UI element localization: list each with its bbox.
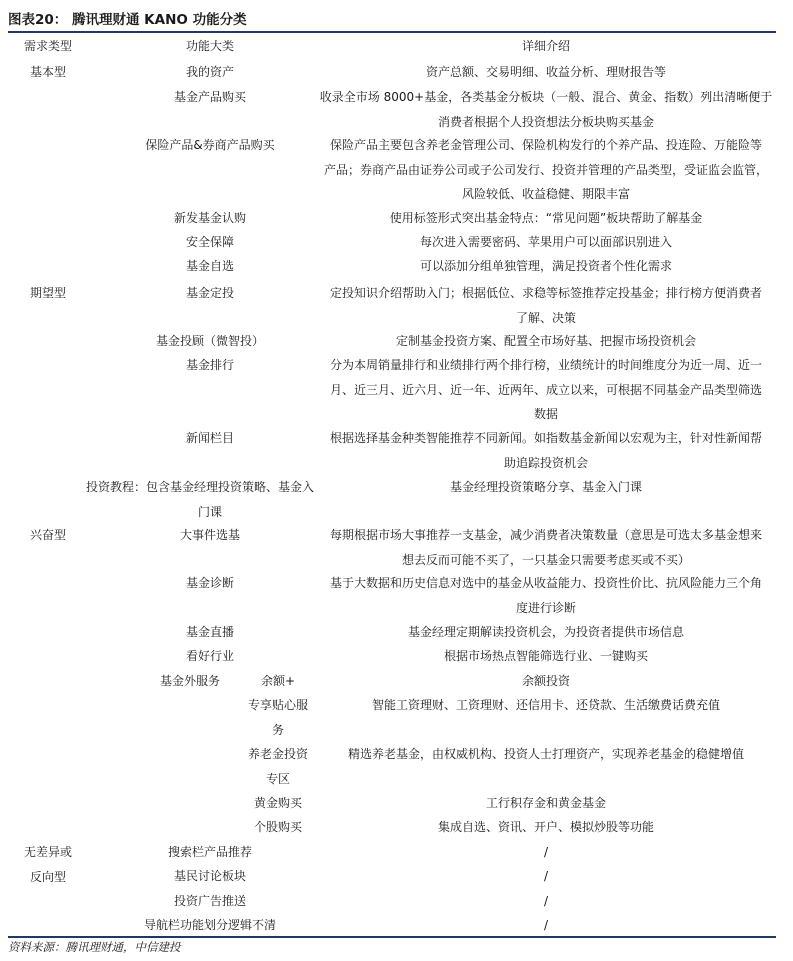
figure-title: 图表20： 腾讯理财通 KANO 功能分类 — [8, 12, 247, 28]
row-func: 保险产品&券商产品购买 — [145, 138, 275, 152]
row-desc: 收录全市场 8000+基金，各类基金分板块（一般、混合、黄金、指数）列出清晰便于 — [319, 90, 773, 104]
row-func: 新闻栏目 — [185, 431, 234, 445]
row-desc: 分为本周销量排行和业绩排行两个排行榜，业绩统计的时间维度分为近一周、近一 — [329, 358, 762, 372]
row-type: 反向型 — [29, 869, 66, 884]
row-desc: 智能工资理财、工资理财、还信用卡、还贷款、生活缴费话费充值 — [371, 698, 720, 712]
row-desc: 定投知识介绍帮助入门；根据低位、求稳等标签推荐定投基金；排行榜方便消费者 — [329, 286, 762, 300]
row-type: 基本型 — [29, 65, 66, 79]
header-desc: 详细介绍 — [521, 39, 570, 53]
row-desc: 基金经理定期解读投资机会，为投资者提供市场信息 — [407, 625, 684, 639]
row-func: 安全保障 — [185, 235, 234, 249]
row-desc: / — [543, 845, 549, 859]
row-func: 大事件选基 — [179, 528, 240, 542]
row-subfunc: 专享贴心服 — [247, 698, 308, 712]
row-func: 基金自选 — [185, 259, 234, 273]
row-subfunc: 余额+ — [260, 674, 296, 688]
row-desc: 产品；券商产品由证券公司或子公司发行、投资并管理的产品类型，受证监会监管， — [323, 162, 768, 177]
source-note: 资料来源：腾讯理财通，中信建投 — [8, 940, 181, 954]
row-desc: 根据市场热点智能筛选行业、一键购买 — [443, 649, 648, 663]
row-desc: 精选养老基金，由权威机构、投资人士打理资产，实现养老基金的稳健增值 — [347, 747, 744, 761]
row-desc: / — [543, 918, 549, 932]
row-func: 看好行业 — [185, 649, 234, 663]
header-type: 需求类型 — [23, 39, 72, 53]
row-desc: 保险产品主要包含养老金管理公司、保险机构发行的个养产品、投连险、万能险等 — [329, 138, 762, 152]
row-subfunc: 黄金购买 — [253, 796, 302, 810]
row-desc: 了解、决策 — [515, 310, 576, 325]
row-func: 基金产品购买 — [173, 90, 246, 104]
row-func: 基金投顾（微智投） — [155, 334, 264, 348]
row-desc: 想去反而可能不买了，一只基金只需要考虑买或不买） — [401, 552, 690, 567]
row-desc: 每期根据市场大事推荐一支基金，减少消费者决策数量（意思是可选太多基金想来 — [329, 528, 762, 542]
row-desc: / — [543, 869, 549, 883]
top-rule — [8, 31, 776, 33]
row-desc: 度进行诊断 — [515, 600, 576, 615]
row-desc: 数据 — [533, 407, 558, 421]
row-func: 基金排行 — [185, 358, 234, 372]
row-desc: 消费者根据个人投资想法分板块购买基金 — [437, 114, 654, 129]
row-desc: 风险较低、收益稳健、期限丰富 — [461, 187, 630, 201]
row-desc: 助追踪投资机会 — [503, 455, 588, 470]
row-type: 期望型 — [29, 286, 66, 300]
row-desc: 基于大数据和历史信息对选中的基金从收益能力、投资性价比、抗风险能力三个角 — [329, 576, 762, 590]
row-func: 基金定投 — [185, 286, 234, 300]
row-desc: 余额投资 — [521, 674, 570, 688]
row-func: 门课 — [197, 504, 222, 519]
row-desc: 根据选择基金种类智能推荐不同新闻。如指数基金新闻以宏观为主，针对性新闻帮 — [329, 431, 762, 445]
row-type: 无差异或 — [23, 845, 72, 859]
row-desc: 可以添加分组单独管理，满足投资者个性化需求 — [419, 259, 672, 273]
row-subfunc: 专区 — [265, 771, 290, 786]
row-func: 投资广告推送 — [173, 894, 246, 908]
row-func: 投资教程：包含基金经理投资策略、基金入 — [85, 480, 314, 494]
row-func: 基民讨论板块 — [173, 869, 246, 883]
row-desc: 月、近三月、近六月、近一年、近两年、成立以来，可根据不同基金产品类型筛选 — [329, 382, 762, 397]
row-subfunc: 务 — [271, 722, 284, 737]
row-subfunc: 个股购买 — [253, 820, 302, 834]
row-desc: / — [543, 894, 549, 908]
row-func: 我的资产 — [185, 65, 234, 79]
row-desc: 资产总额、交易明细、收益分析、理财报告等 — [425, 65, 666, 79]
row-type: 兴奋型 — [29, 528, 66, 542]
row-func: 新发基金认购 — [173, 211, 246, 225]
row-func: 基金直播 — [185, 625, 234, 639]
row-subfunc: 养老金投资 — [247, 747, 308, 761]
header-func: 功能大类 — [185, 39, 234, 53]
row-func: 搜索栏产品推荐 — [167, 845, 252, 859]
row-desc: 使用标签形式突出基金特点：“常见问题”板块帮助了解基金 — [389, 211, 703, 225]
row-func: 基金诊断 — [185, 576, 234, 590]
row-func: 导航栏功能划分逻辑不清 — [143, 918, 276, 932]
row-desc: 集成自选、资讯、开户、模拟炒股等功能 — [437, 820, 654, 834]
row-desc: 工行积存金和黄金基金 — [485, 796, 606, 810]
row-desc: 每次进入需要密码、苹果用户可以面部识别进入 — [419, 235, 672, 249]
row-desc: 基金经理投资策略分享、基金入门课 — [449, 480, 642, 494]
row-desc: 定制基金投资方案、配置全市场好基、把握市场投资机会 — [395, 334, 696, 348]
row-func: 基金外服务 — [159, 674, 220, 688]
